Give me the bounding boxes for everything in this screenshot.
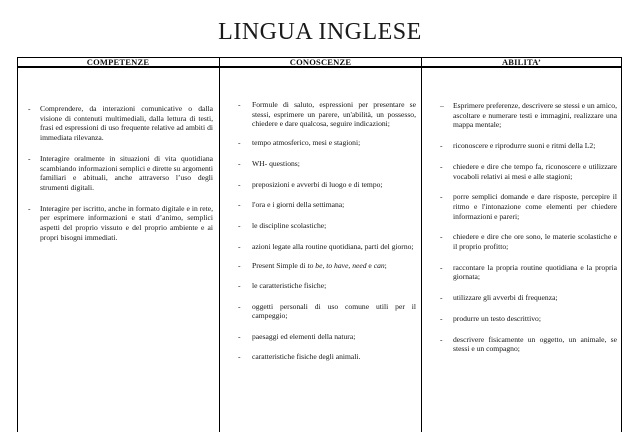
table-right-border	[621, 57, 622, 432]
conoscenze-column	[236, 66, 416, 362]
list-item: - Interagire per iscritto, anche in formato digitale e in rete, per esprimere informazioni e stati d’animo, semplici aspetti del proprio vissuto e del proprio ambiente e ai propri bisogni immediati.	[28, 203, 213, 242]
abilita-column	[437, 66, 617, 354]
column-divider-2	[421, 57, 422, 432]
list-item: - Interagire oralmente in situazioni di vita quotidiana scambiando informazioni semplici e dirette su argomenti familiari e abituali, anche attraverso l’uso degli strumenti digitali.	[28, 153, 213, 192]
list-item: - Comprendere, da interazioni comunicative o dalla visione di contenuti multimediali, dalla lettura di testi, frasi ed espressioni di uso frequente relative ad ambiti di immediata rilevanza.	[28, 104, 213, 143]
list-item: - chiedere e dire che ore sono, le materie scolastiche e il proprio profitto;	[440, 232, 617, 252]
list-item: - riconoscere e riprodurre suoni e ritmi della L2;	[440, 141, 596, 151]
list-item: - oggetti personali di uso comune utili per il campeggio;	[238, 301, 416, 321]
list-item: - le discipline scolastiche;	[238, 220, 327, 230]
header-competenze: COMPETENZE	[86, 57, 150, 67]
list-item: - utilizzare gli avverbi di frequenza;	[440, 293, 558, 303]
list-item: - Present Simple di to be, to have, need e can;	[238, 261, 387, 271]
list-item: - paesaggi ed elementi della natura;	[238, 332, 356, 342]
list-item: - Formule di saluto, espressioni per presentare se stessi, esprimere un parere, un'abilità, un possesso, chiedere e dare qualcosa, seguire indicazioni;	[238, 100, 416, 129]
header-abilita: ABILITA’	[501, 57, 542, 67]
list-item: – Esprimere preferenze, descrivere se stessi e un amico, ascoltare e numerare testi e immagini, realizzare una mappa mentale;	[440, 101, 617, 130]
list-item: - tempo atmosferico, mesi e stagioni;	[238, 138, 361, 148]
list-item: - produrre un testo descrittivo;	[440, 313, 541, 323]
header-conoscenze: CONOSCENZE	[289, 57, 352, 67]
column-divider-1	[219, 57, 220, 432]
list-item: - l'ora e i giorni della settimana;	[238, 200, 345, 210]
competenze-column	[25, 66, 213, 242]
list-item: - porre semplici domande e dare risposte, percepire il ritmo e l'intonazione come elementi per chiedere informazioni e pareri;	[440, 192, 617, 221]
list-item: - preposizioni e avverbi di luogo e di tempo;	[238, 179, 383, 189]
list-item: - azioni legate alla routine quotidiana, parti del giorno;	[238, 241, 414, 251]
list-item: - WH- questions;	[238, 158, 300, 168]
list-item: - descrivere fisicamente un oggetto, un animale, se stessi e un compagno;	[440, 334, 617, 354]
list-item: - chiedere e dire che tempo fa, riconoscere e utilizzare vocaboli relativi ai mesi e alle stagioni;	[440, 161, 617, 181]
list-item: - le caratteristiche fisiche;	[238, 281, 327, 291]
page-title: LINGUA INGLESE	[218, 19, 422, 45]
table-left-border	[17, 57, 18, 432]
list-item: - caratteristiche fisiche degli animali.	[238, 351, 361, 361]
curriculum-table	[17, 57, 622, 432]
list-item: - raccontare la propria routine quotidiana e la propria giornata;	[440, 262, 617, 282]
